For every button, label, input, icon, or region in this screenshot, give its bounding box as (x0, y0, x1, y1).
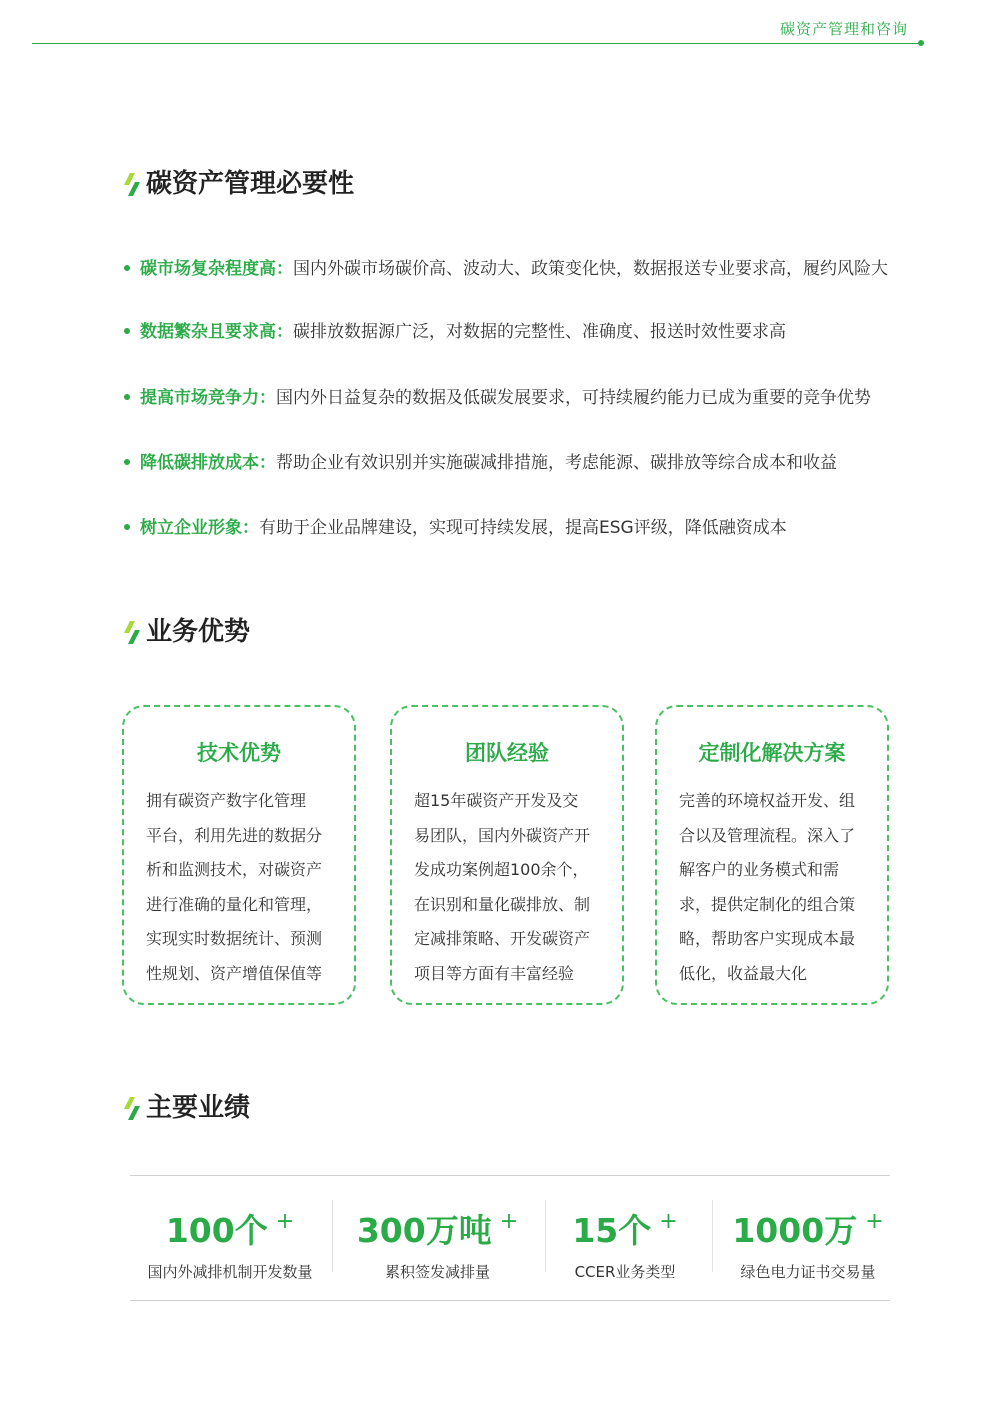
stat-item (130, 1200, 330, 1282)
card-text-line: 求，提供定制化的组合策 (679, 894, 856, 914)
page-header-title: 碳资产管理和咨询 (780, 20, 909, 38)
card-text-line: 项目等方面有丰富经验 (414, 963, 575, 983)
leaf-slash-icon (122, 1095, 142, 1121)
list-item (124, 256, 888, 282)
card-text-line: 析和监测技术，对碳资产 (146, 860, 323, 880)
bullet-icon (124, 328, 130, 334)
section-title: 业务优势 (146, 617, 251, 647)
advantage-card-custom (655, 705, 889, 1005)
bullet-icon (124, 265, 130, 271)
plus-icon: + (659, 1209, 678, 1234)
card-text-line: 略，帮助客户实现成本最 (679, 929, 856, 949)
stat-item (340, 1200, 535, 1282)
stat-divider (545, 1200, 546, 1272)
card-title: 团队经验 (465, 741, 549, 765)
stat-label: 绿色电力证书交易量 (740, 1263, 876, 1281)
stat-value: 300万吨 (356, 1211, 492, 1250)
list-item (124, 515, 787, 541)
card-text-line: 实现实时数据统计、预测 (146, 929, 323, 949)
card-text-line: 解客户的业务模式和需 (679, 860, 840, 880)
card-title: 定制化解决方案 (698, 741, 846, 765)
plus-icon: + (865, 1209, 884, 1234)
stat-label: CCER业务类型 (574, 1263, 676, 1281)
stat-divider (332, 1200, 333, 1272)
card-text-line: 性规划、资产增值保值等 (146, 963, 323, 983)
stat-label: 累积签发减排量 (384, 1263, 490, 1281)
card-text-line: 合以及管理流程。深入了 (679, 825, 856, 845)
item-key: 碳市场复杂程度高： (140, 259, 293, 279)
list-item (124, 319, 786, 345)
stats-top-divider (130, 1175, 890, 1176)
card-text-line: 拥有碳资产数字化管理 (146, 791, 307, 810)
card-text-line: 发成功案例超100余个， (414, 860, 589, 880)
stat-value: 1000万 (732, 1211, 858, 1250)
bullet-icon (124, 394, 130, 400)
advantage-card-team (390, 705, 624, 1005)
section-title: 主要业绩 (146, 1093, 251, 1123)
card-text-line: 平台，利用先进的数据分 (146, 825, 323, 845)
stat-label: 国内外减排机制开发数量 (147, 1263, 313, 1281)
card-text-line: 进行准确的量化和管理， (146, 894, 323, 914)
card-text-line: 完善的环境权益开发、组 (679, 791, 856, 810)
header-dot (918, 40, 924, 46)
stats-bottom-divider (130, 1300, 890, 1301)
header-divider (32, 43, 920, 44)
plus-icon: + (499, 1209, 519, 1234)
card-text-line: 超15年碳资产开发及交 (414, 791, 579, 810)
item-value: 有助于企业品牌建设，实现可持续发展，提高ESG评级，降低融资成本 (259, 518, 787, 538)
stat-divider (712, 1200, 713, 1272)
stat-item (718, 1200, 898, 1282)
card-title: 技术优势 (197, 741, 281, 765)
leaf-slash-icon (122, 171, 142, 197)
stat-value: 100个 (165, 1211, 268, 1250)
stat-value: 15个 (572, 1211, 652, 1250)
card-text-line: 定减排策略、开发碳资产 (414, 929, 591, 949)
card-text-line: 易团队，国内外碳资产开 (414, 825, 591, 845)
section-title: 碳资产管理必要性 (146, 169, 355, 199)
item-key: 提高市场竞争力： (140, 388, 276, 408)
advantage-card-tech (122, 705, 356, 1005)
bullet-icon (124, 459, 130, 465)
stat-item (550, 1200, 700, 1282)
leaf-slash-icon (122, 619, 142, 645)
bullet-icon (124, 524, 130, 530)
plus-icon: + (275, 1209, 295, 1234)
item-value: 国内外碳市场碳价高、波动大、政策变化快，数据报送专业要求高，履约风险大 (293, 259, 888, 279)
item-key: 数据繁杂且要求高： (140, 322, 293, 342)
item-value: 国内外日益复杂的数据及低碳发展要求，可持续履约能力已成为重要的竞争优势 (276, 388, 871, 408)
item-value: 帮助企业有效识别并实施碳减排措施，考虑能源、碳排放等综合成本和收益 (276, 453, 837, 473)
card-text-line: 在识别和量化碳排放、制 (414, 894, 591, 914)
item-value: 碳排放数据源广泛，对数据的完整性、准确度、报送时效性要求高 (293, 322, 786, 342)
item-key: 树立企业形象： (140, 518, 259, 538)
item-key: 降低碳排放成本： (140, 453, 276, 473)
card-text-line: 低化，收益最大化 (679, 963, 808, 983)
list-item (124, 450, 837, 476)
list-item (124, 385, 871, 411)
